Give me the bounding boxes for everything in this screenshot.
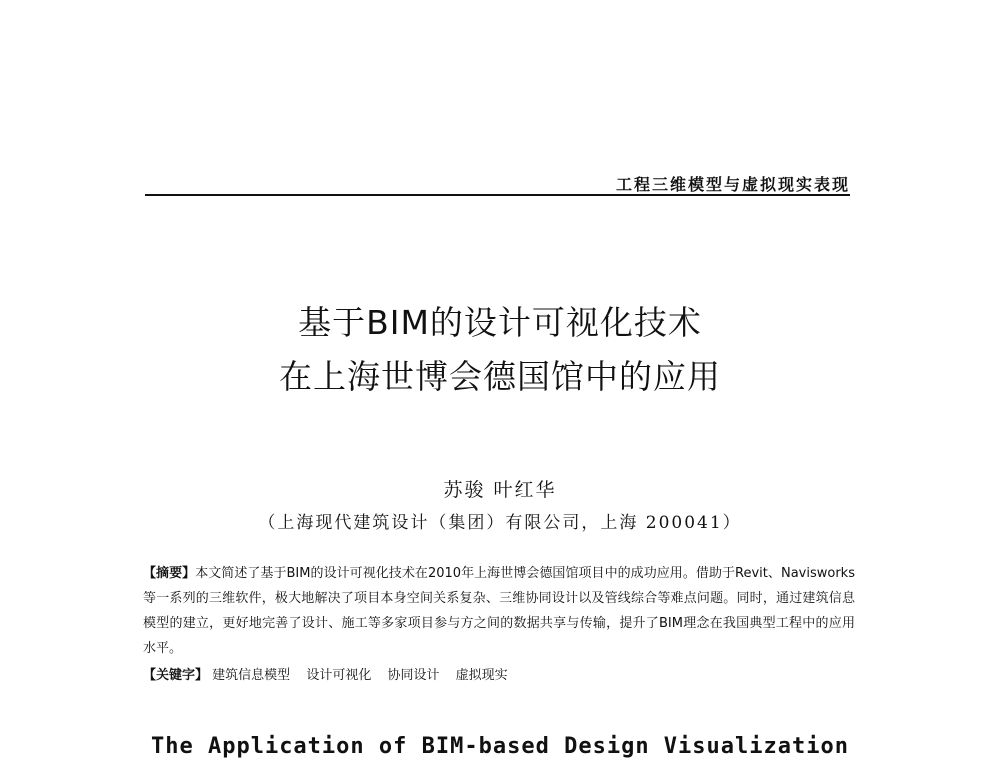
keyword: 设计可视化 [306, 668, 372, 683]
keywords [143, 665, 855, 687]
abstract-label: 【摘要】 [143, 566, 196, 581]
running-header: 工程三维模型与虚拟现实表现 [615, 175, 850, 194]
abstract [143, 561, 855, 661]
english-title: The Application of BIM-based Design Visualization [150, 734, 849, 759]
chinese-title-line-1: 基于BIM的设计可视化技术 [298, 303, 702, 342]
abstract-text: 本文简述了基于BIM的设计可视化技术在2010年上海世博会德国馆项目中的成功应用。借助于Revit、Navisworks等一系列的三维软件，极大地解决了项目本身空间关系复杂、三维协同设计以及管线综合等难点问题。同时，通过建筑信息模型的建立，更好地完善了设计、施工等多家项目参与方之间的数据共享与传输，提升了BIM理念在我国典型工程中的应用水平。 [143, 566, 855, 656]
keyword: 虚拟现实 [455, 668, 508, 683]
keyword: 协同设计 [387, 668, 440, 683]
chinese-title [0, 296, 1000, 404]
affiliation: （上海现代建筑设计（集团）有限公司，上海 200041） [258, 513, 742, 533]
header-rule [145, 194, 850, 196]
keyword: 建筑信息模型 [212, 668, 291, 683]
chinese-title-line-2: 在上海世博会德国馆中的应用 [279, 357, 721, 396]
keywords-label: 【关键字】 [143, 668, 209, 683]
authors: 苏骏 叶红华 [443, 479, 557, 501]
